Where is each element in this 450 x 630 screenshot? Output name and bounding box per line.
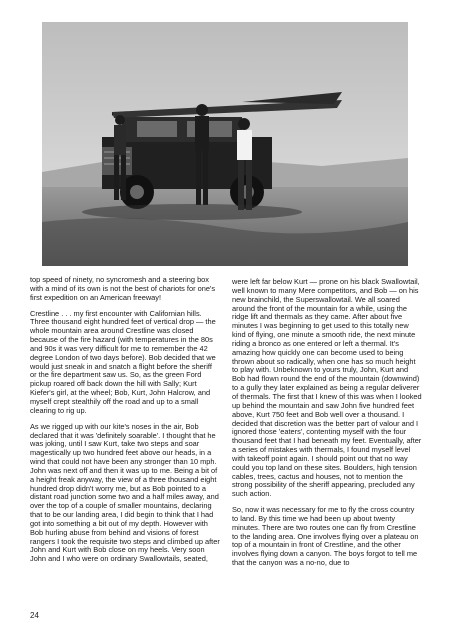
left-paragraph-1: top speed of ninety, no syncromesh and a steering box with a mind of its own is not the best of chariots for one's first expedition on an American freeway! xyxy=(30,275,216,302)
photo-truck-hang-gliders xyxy=(42,22,408,266)
article-right-column xyxy=(232,278,422,575)
photo-image xyxy=(42,22,408,266)
article-left-column xyxy=(30,276,220,571)
right-paragraph-1: were left far below Kurt — prone on his black Swallowtail, well known to many Mere competitors, and Bob — on his new brainchild, the Superswallowtail. We all soared around the front of the mountain for a while, using the ridge lift and thermals as they came. After about five minutes I was beginning to get used to this totally new kind of flying, one minute a smooth ride, the next minute riding a bronco as one entered or left a thermal. It's amazing how quickly one can become used to being thrown about so radically, when one has so much height to play with. Unbeknown to yours truly, John, Kurt and Bob had flown round the end of the mountain (downwind) to a gully they later explained as being a regular deliverer of thermals. The first that I knew of this was when I looked up behind the mountain and saw John five hundred feet above, Kurt 750 feet and Bob well over a thousand. I decided that discretion was the better part of valour and I ignored those 'eaters', contenting myself with the four thousand feet that I had beneath my feet. Eventually, after a series of mistakes with thermals, I found myself level with takeoff point again. I should point out that no way could you top land on these sites. Boulders, high tension cables, trees, cactus and houses, not to mention the strong possibility of the sheriff appearing, precluded any such action. xyxy=(232,277,422,499)
left-paragraph-3: As we rigged up with our kite's noses in the air, Bob declared that it was 'definitely soarable'. I thought that he was joking, until I saw Kurt, take two steps and soar magestically up two hundred feet above our heads, in a wind that could not have been any stronger than 10 mph. John was next off and then it was up to me. Being a bit of a height freak anyway, the view of a three thousand eight hundred drop didn't worry me, but as Bob pointed to a distant road junction some two and a half miles away, and over the top of a couple of smaller mountains, declaring that to be our landing area, I did begin to think that I had got into something a bit out of my depth. However with Bob hurling abuse from behind and visions of forest rangers I took the requisite two steps and climbed up after John and Kurt with Bob close on my heels. Very soon John and I who were on ordinary Swallowtails, seated, xyxy=(30,421,220,564)
left-paragraph-2: Crestline . . . my first encounter with Californian hills. Three thousand eight hundred feet of vertical drop — the whole mountain area around Crestline was closed because of the fire hazard (with temperatures in the 80s and 90s it was very difficult for me to remember the 42 degree London of two days before). Bob decided that we would just sneak in and snatch a flight before the sheriff or the fire department saw us. So, as the green Ford pickup roared off back down the hill with Sally; Kurt Kiefer's girl, at the wheel; Bob, Kurt, John Halcrow, and myself crept stealthily off the road and up to a small clearing to rig up. xyxy=(30,308,216,415)
right-paragraph-2: So, now it was necessary for me to fly the cross country to land. By this time we had been up about twenty minutes. There are two routes one can fly from Crestline to the landing area. One involves flying over a plateau on top of a mountain in front of Crestline, and the other involves flying down a canyon. The boys forgot to tell me that the canyon was a no-no, due to xyxy=(232,505,419,568)
page-number: 24 xyxy=(30,611,39,620)
